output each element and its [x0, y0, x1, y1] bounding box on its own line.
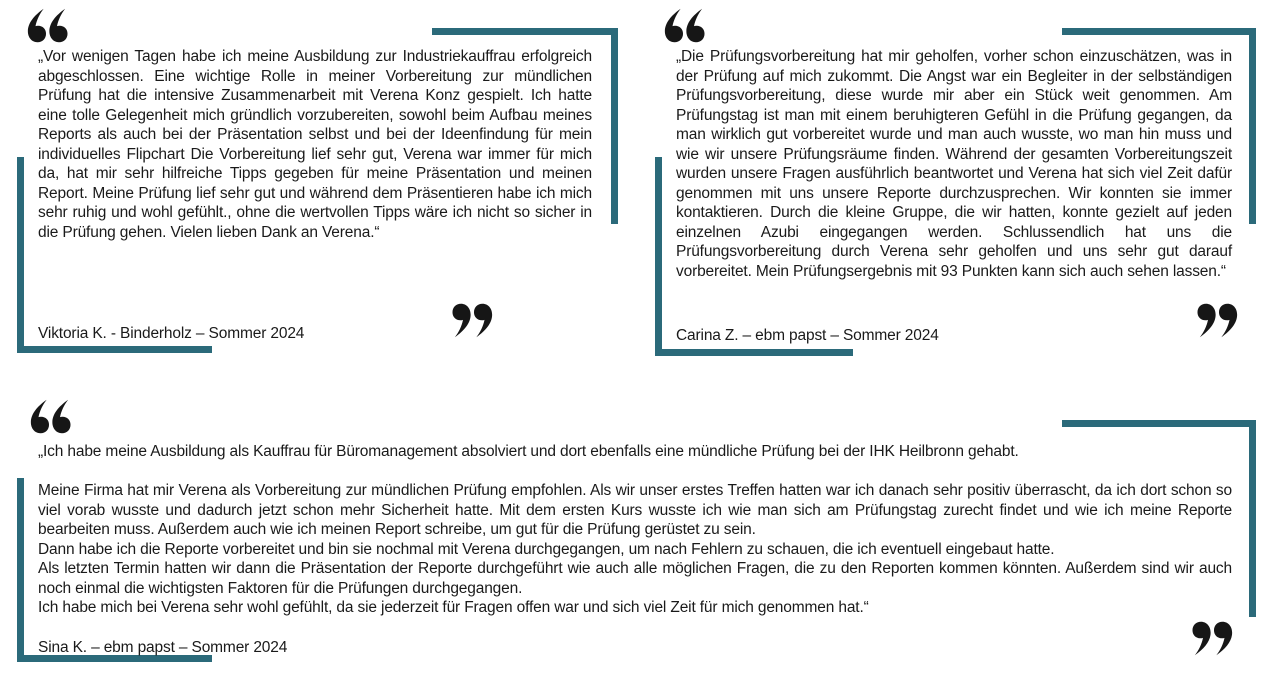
testimonial-quote-text: „Die Prüfungsvorbereitung hat mir geholfen, vorher schon einzuschätzen, was in der Prüfung auf mich zukommt. Die Angst war ein Begleiter in der selbständigen Prüfungsvorbereitung, diese wurde mir aber ein Stück weit genommen. Am Prüfungstag ist man mit einem beruhigteren Gefühl in die Prüfung gegangen, da man wirklich gut vorbereitet wurde und man auch wusste, wo man hin muss und wie wir unsere Prüfungsräume finden. Während der gesamten Vorbereitungszeit wurden unsere Fragen ausführlich beantwortet und Verena hat sich viel Zeit dafür genommen mit uns unsere Reporte durchzusprechen. Wir konnten sie immer kontaktieren. Durch die kleine Gruppe, die wir hatten, konnte gezielt auf jeden einzelnen Azubi eingegangen werden. Schlussendlich hat uns die Prüfungsvorbereitung durch Verena sehr geholfen und uns sehr gut darauf vorbereitet. Mein Prüfungsergebnis mit 93 Punkten kann sich auch sehen lassen.“ — [676, 48, 1232, 280]
quote-paragraph: „Ich habe meine Ausbildung als Kauffrau für Büromanagement absolviert und dort ebenfalls eine mündliche Prüfung bei der IHK Heilbronn gehabt. — [38, 443, 1019, 460]
quote-paragraph: Als letzten Termin hatten wir dann die Präsentation der Reporte durchgeführt wie auch alle möglichen Fragen, die zu den Reporten kommen könnten. Außerdem sind wir auch noch einmal die wichtigsten Faktoren für die Prüfungen durchgegangen. — [38, 560, 1232, 597]
testimonial-attribution: Carina Z. – ebm papst – Sommer 2024 — [676, 327, 939, 344]
opening-quote-icon — [28, 399, 71, 434]
testimonial-attribution: Sina K. – ebm papst – Sommer 2024 — [38, 639, 288, 656]
quote-paragraph: Dann habe ich die Reporte vorbereitet und bin sie nochmal mit Verena durchgegangen, um nach Fehlern zu schauen, die ich eventuell eingebaut hatte. — [38, 540, 1055, 558]
quote-paragraph: Ich habe mich bei Verena sehr wohl gefühlt, da sie jederzeit für Fragen offen war und sich viel Zeit für mich genommen hat.“ — [38, 599, 869, 616]
quote-paragraph: Meine Firma hat mir Verena als Vorbereitung zur mündlichen Prüfung empfohlen. Als wir unser erstes Treffen hatten war ich danach sehr positiv überrascht, da ich dort schon so viel vorab wusste und dadurch jetzt schon mehr Sicherheit hatte. Mit dem ersten Kurs wusste ich wie man sich am Prüfungstag zurecht findet und wie ich meine Reporte bearbeiten muss. Außerdem auch wie ich meinen Report schreibe, um gut für die Prüfung gerüstet zu sein. — [38, 482, 1232, 538]
testimonial-quote-text: „Vor wenigen Tagen habe ich meine Ausbildung zur Industriekauffrau erfolgreich abgeschlossen. Eine wichtige Rolle in meiner Vorbereitung zur mündlichen Prüfung hat die intensive Zusammenarbeit mit Verena Konz gespielt. Ich hatte eine tolle Gelegenheit mich gründlich vorzubereiten, sowohl beim Aufbau meines Reports als auch bei der Präsentation selbst und bei der Ideenfindung für mein individuelles Flipchart Die Vorbereitung lief sehr gut, Verena war immer für mich da, hat mir sehr hilfreiche Tipps gegeben für meine Präsentation und meinen Report. Meine Prüfung lief sehr gut und während dem Präsentieren habe ich mich sehr ruhig und wohl gefühlt., ohne die wertvollen Tipps wäre ich nicht so sicher in die Prüfung gehen. Vielen lieben Dank an Verena.“ — [38, 48, 592, 241]
closing-quote-icon — [1192, 621, 1235, 656]
testimonial-quote-text — [38, 442, 1232, 618]
testimonial-attribution: Viktoria K. - Binderholz – Sommer 2024 — [38, 325, 305, 342]
